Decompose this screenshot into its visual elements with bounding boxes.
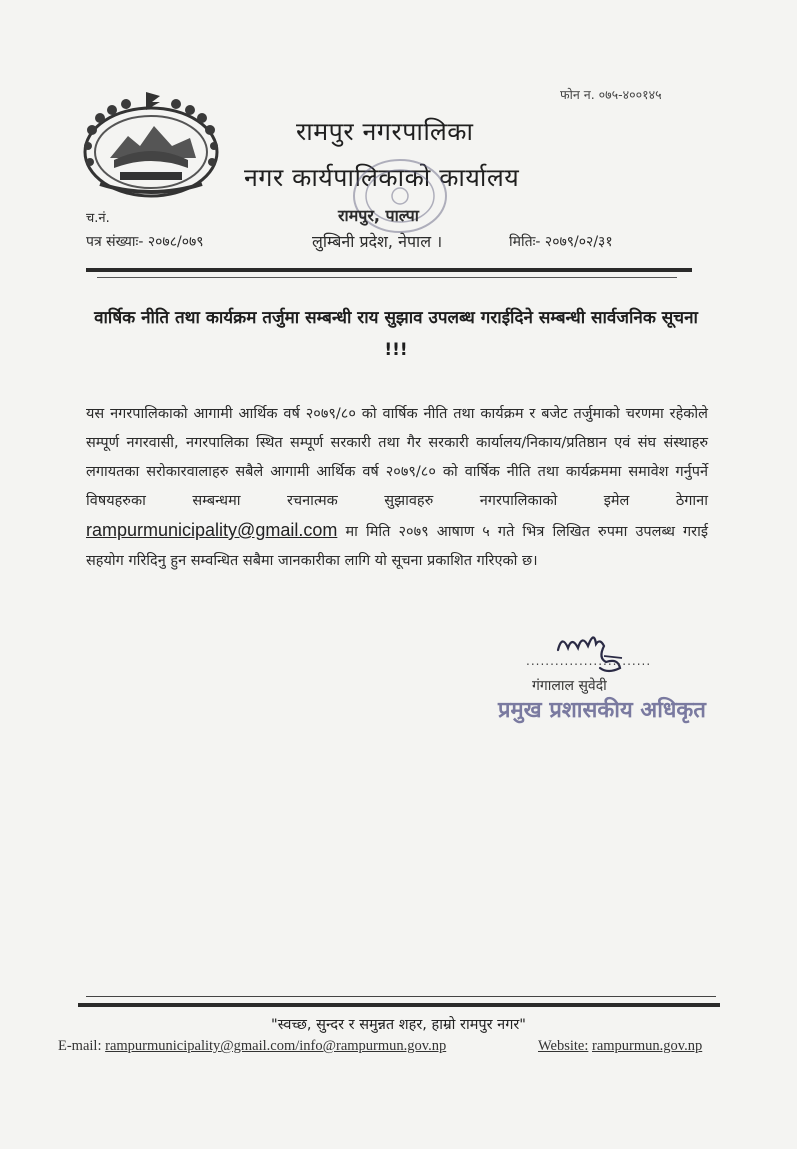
letter-date: मितिः- २०७९/०२/३१ bbox=[509, 234, 613, 250]
nepal-emblem-icon bbox=[80, 88, 222, 200]
signatory-designation: प्रमुख प्रशासकीय अधिकृत bbox=[498, 698, 706, 723]
notice-body-part-2: मा मिति २०७९ आषाण ५ गते भित्र लिखित रुपमा उपलब्ध गराई सहयोग गरिदिनु हुन सम्वन्धित सबैमा जानकारीका लागि यो सूचना प्रकाशित गरिएको छ। bbox=[86, 524, 708, 569]
footer-website-link[interactable]: rampurmun.gov.np bbox=[592, 1038, 703, 1054]
footer-email-link[interactable]: rampurmunicipality@gmail.com/info@rampurmun.gov.np bbox=[105, 1038, 447, 1054]
cha-no-label: च.नं. bbox=[86, 211, 110, 226]
signatory-name: गंगालाल सुवेदी bbox=[532, 678, 607, 694]
municipality-name: रामपुर नगरपालिका bbox=[296, 117, 474, 146]
notice-body-part-1: यस नगरपालिकाको आगामी आर्थिक वर्ष २०७९/८० को वार्षिक नीति तथा कार्यक्रम र बजेट तर्जुमाको चरणमा रहेकोले सम्पूर्ण नगरवासी, नगरपालिका स्थित सम्पूर्ण सरकारी तथा गैर सरकारी कार्यालय/निकाय/प्रतिष्ठान एवं संघ संस्थाहरु लगायतका सरोकारवालाहरु सबैले आगामी आर्थिक वर्ष २०७९/८० को वार्षिक नीति तथा कार्यक्रममा समावेश गर्नुपर्ने विषयहरुका सम्बन्धमा रचनात्मक सुझावहरु नगरपालिकाको इमेल ठेगाना bbox=[86, 406, 708, 509]
address-line-1: रामपुर, पाल्पा bbox=[338, 206, 419, 225]
footer-divider-thick bbox=[78, 1003, 720, 1007]
office-name: नगर कार्यपालिकाको कार्यालय bbox=[244, 163, 520, 192]
header-divider-thin bbox=[97, 277, 677, 278]
footer-website bbox=[538, 1038, 702, 1055]
notice-body bbox=[86, 400, 708, 576]
footer-motto: "स्वच्छ, सुन्दर र समुन्नत शहर, हाम्रो रामपुर नगर" bbox=[271, 1017, 526, 1033]
phone-number: फोन न. ०७५-४००१४५ bbox=[560, 87, 662, 102]
footer-website-label: Website: bbox=[538, 1038, 589, 1054]
notice-email-link[interactable]: rampurmunicipality@gmail.com bbox=[86, 520, 338, 540]
footer-email-label: E-mail: bbox=[58, 1038, 102, 1054]
address-line-2: लुम्बिनी प्रदेश, नेपाल । bbox=[312, 232, 443, 251]
header-divider-thick bbox=[86, 268, 692, 272]
footer-divider-thin bbox=[86, 996, 716, 997]
reference-number: पत्र संख्याः- २०७८/०७९ bbox=[86, 234, 204, 250]
signature-line: .......................... bbox=[526, 654, 652, 668]
notice-subject: वार्षिक नीति तथा कार्यक्रम तर्जुमा सम्बन्धी राय सुझाव उपलब्ध गराईदिने सम्बन्धी सार्वजनिक सूचना !!! bbox=[94, 308, 698, 360]
footer-email bbox=[58, 1038, 446, 1055]
